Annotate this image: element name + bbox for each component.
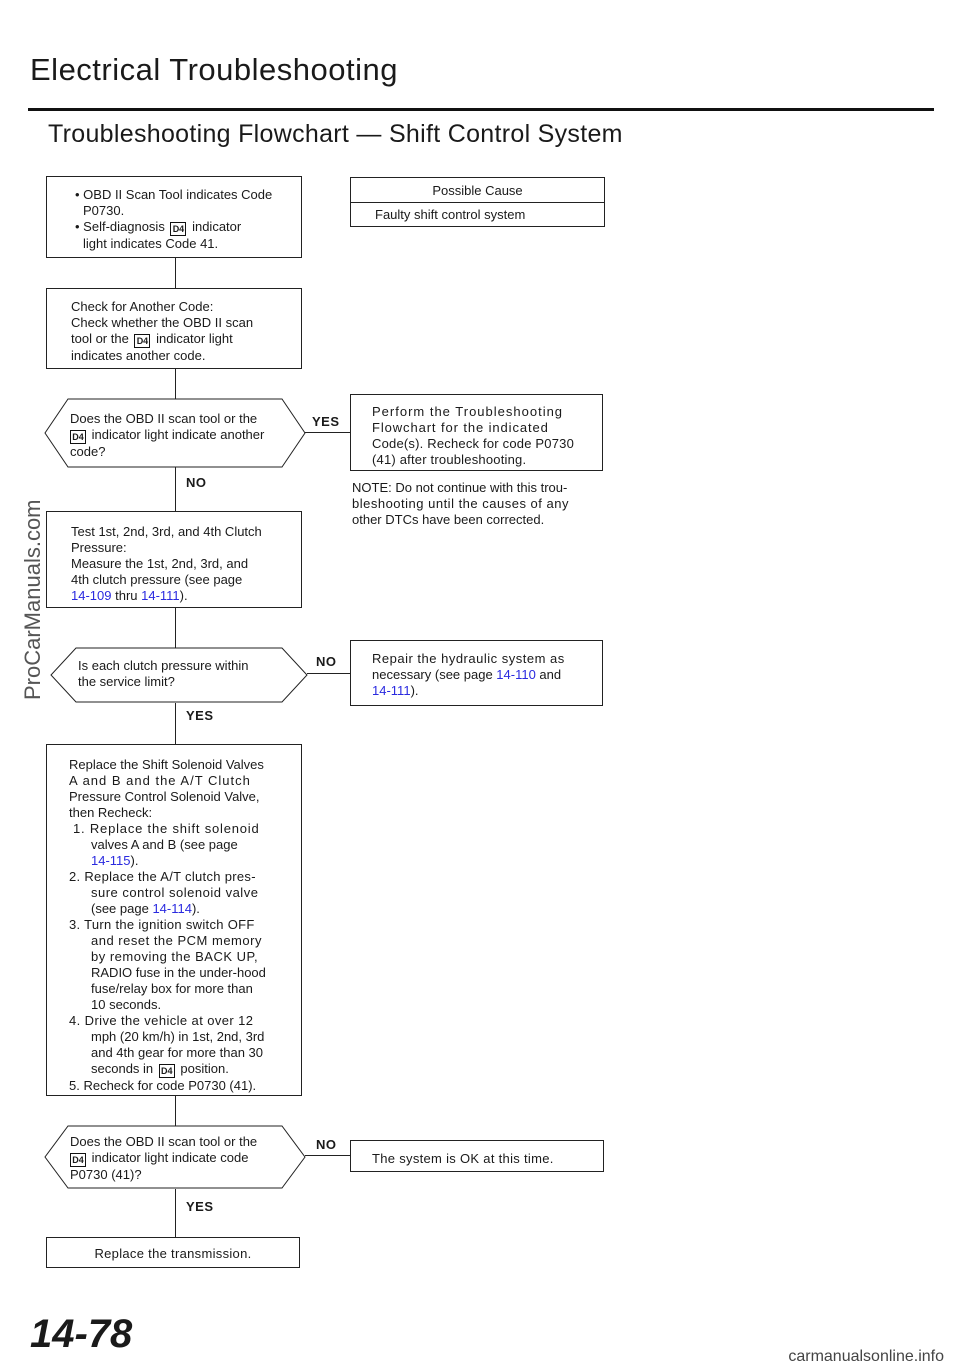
replace-step: 3. Turn the ignition switch OFF	[69, 917, 255, 932]
test-line: Test 1st, 2nd, 3rd, and 4th Clutch	[71, 524, 262, 539]
yes-label: YES	[312, 414, 340, 429]
repair-box	[350, 640, 603, 706]
test-line: ).	[179, 588, 188, 603]
connector	[175, 1096, 176, 1126]
replace-step: valves A and B (see page	[91, 837, 238, 852]
replace-step: RADIO fuse in the under-hood	[91, 965, 266, 980]
connector	[305, 432, 350, 433]
replace-step: seconds in	[91, 1061, 154, 1076]
decision1-line: Does the OBD II scan tool or the	[70, 411, 258, 426]
no-label: NO	[186, 475, 207, 490]
replace-step: 10 seconds.	[91, 997, 162, 1012]
decision2-line: Is each clutch pressure within	[78, 658, 249, 673]
page-link[interactable]: 14-111	[141, 588, 180, 603]
possible-cause-item: Faulty shift control system	[375, 207, 526, 222]
start-line: • OBD II Scan Tool indicates Code	[75, 187, 273, 202]
page-subtitle: Troubleshooting Flowchart — Shift Control System	[48, 120, 623, 148]
decision3-line: indicator light indicate code	[91, 1150, 249, 1165]
test-line: Pressure:	[71, 540, 127, 555]
replace-step: fuse/relay box for more than	[91, 981, 253, 996]
check-line: Check whether the OBD II scan	[71, 315, 254, 330]
decision3-text	[70, 1134, 257, 1183]
d4-indicator-icon: D4	[70, 430, 86, 444]
test-line: 4th clutch pressure (see page	[71, 572, 243, 587]
check-line: tool or the	[71, 331, 129, 346]
replace-line: Pressure Control Solenoid Valve,	[69, 789, 260, 804]
replace-transmission-box	[46, 1237, 300, 1268]
replace-step: by removing the BACK UP,	[91, 949, 259, 964]
start-line: light indicates Code 41.	[83, 236, 219, 251]
replace-step: and 4th gear for more than 30	[91, 1045, 264, 1060]
replace-step: and reset the PCM memory	[91, 933, 262, 948]
replace-step: mph (20 km/h) in 1st, 2nd, 3rd	[91, 1029, 265, 1044]
note-line: other DTCs have been corrected.	[352, 512, 545, 527]
perform-line: Flowchart for the indicated	[372, 420, 549, 435]
decision3-line: Does the OBD II scan tool or the	[70, 1134, 258, 1149]
perform-line: Code(s). Recheck for code P0730	[372, 436, 575, 451]
decision1-line: indicator light indicate another	[91, 427, 265, 442]
decision2-text	[78, 658, 249, 690]
replace-step: ).	[191, 901, 200, 916]
start-box	[46, 176, 302, 258]
start-line: • Self-diagnosis	[75, 219, 165, 234]
perform-line: Perform the Troubleshooting	[372, 404, 564, 419]
yes-label: YES	[186, 708, 214, 723]
replace-step: 2. Replace the A/T clutch pres-	[69, 869, 256, 884]
check-line: Check for Another Code:	[71, 299, 214, 314]
perform-box	[350, 394, 603, 471]
connector	[175, 258, 176, 288]
connector	[307, 673, 350, 674]
connector	[175, 1189, 176, 1237]
start-line: P0730.	[83, 203, 125, 218]
connector	[175, 608, 176, 648]
watermark-right: carmanualsonline.info	[788, 1348, 944, 1365]
repair-line: necessary (see page	[372, 667, 497, 682]
replace-step: ).	[130, 853, 139, 868]
watermark-left: ProCarManuals.com	[20, 499, 45, 700]
yes-label: YES	[186, 1199, 214, 1214]
decision2-line: the service limit?	[78, 674, 175, 689]
repair-line: ).	[410, 683, 419, 698]
perform-line: (41) after troubleshooting.	[372, 452, 527, 467]
note-line: bleshooting until the causes of any	[352, 496, 569, 511]
replace-solenoid-box	[46, 744, 302, 1096]
clutch-test-box	[46, 511, 302, 608]
check-line: indicates another code.	[71, 348, 206, 363]
replace-transmission-text: Replace the transmission.	[94, 1246, 252, 1261]
note-line: NOTE: Do not continue with this trou-	[352, 480, 568, 495]
replace-step: position.	[180, 1061, 229, 1076]
replace-step: (see page	[91, 901, 153, 916]
check-line: indicator light	[156, 331, 233, 346]
repair-line: Repair the hydraulic system as	[372, 651, 565, 666]
connector	[175, 703, 176, 744]
d4-indicator-icon: D4	[159, 1064, 175, 1078]
replace-line: Replace the Shift Solenoid Valves	[69, 757, 264, 772]
page-link[interactable]: 14-111	[372, 683, 411, 698]
test-line: Measure the 1st, 2nd, 3rd, and	[71, 556, 249, 571]
system-ok-box	[350, 1140, 604, 1172]
page-link[interactable]: 14-115	[91, 853, 131, 868]
replace-line: then Recheck:	[69, 805, 153, 820]
decision1-text	[70, 411, 264, 460]
page-title: Electrical Troubleshooting	[30, 52, 398, 87]
no-label: NO	[316, 654, 337, 669]
page-link[interactable]: 14-109	[71, 588, 112, 603]
replace-step: 4. Drive the vehicle at over 12	[69, 1013, 254, 1028]
decision3-line: P0730 (41)?	[70, 1167, 142, 1182]
replace-step: 1. Replace the shift solenoid	[73, 821, 260, 836]
replace-line: A and B and the A/T Clutch	[69, 773, 251, 788]
d4-indicator-icon: D4	[170, 222, 186, 236]
replace-step: sure control solenoid valve	[91, 885, 259, 900]
replace-step: 5. Recheck for code P0730 (41).	[69, 1078, 257, 1093]
connector	[175, 467, 176, 511]
test-line: thru	[111, 588, 142, 603]
d4-indicator-icon: D4	[134, 334, 150, 348]
d4-indicator-icon: D4	[70, 1153, 86, 1167]
start-line: indicator	[192, 219, 242, 234]
page-link[interactable]: 14-114	[152, 901, 192, 916]
connector	[305, 1155, 350, 1156]
check-code-box	[46, 288, 302, 369]
possible-cause-box	[350, 177, 605, 227]
system-ok-text: The system is OK at this time.	[372, 1151, 554, 1166]
no-label: NO	[316, 1137, 337, 1152]
title-rule	[28, 108, 934, 111]
page-number: 14-78	[30, 1312, 133, 1356]
possible-cause-heading: Possible Cause	[351, 178, 604, 203]
page-link[interactable]: 14-110	[496, 667, 536, 682]
note-text	[352, 480, 569, 528]
repair-line: and	[535, 667, 562, 682]
decision1-line: code?	[70, 444, 106, 459]
connector	[175, 369, 176, 399]
